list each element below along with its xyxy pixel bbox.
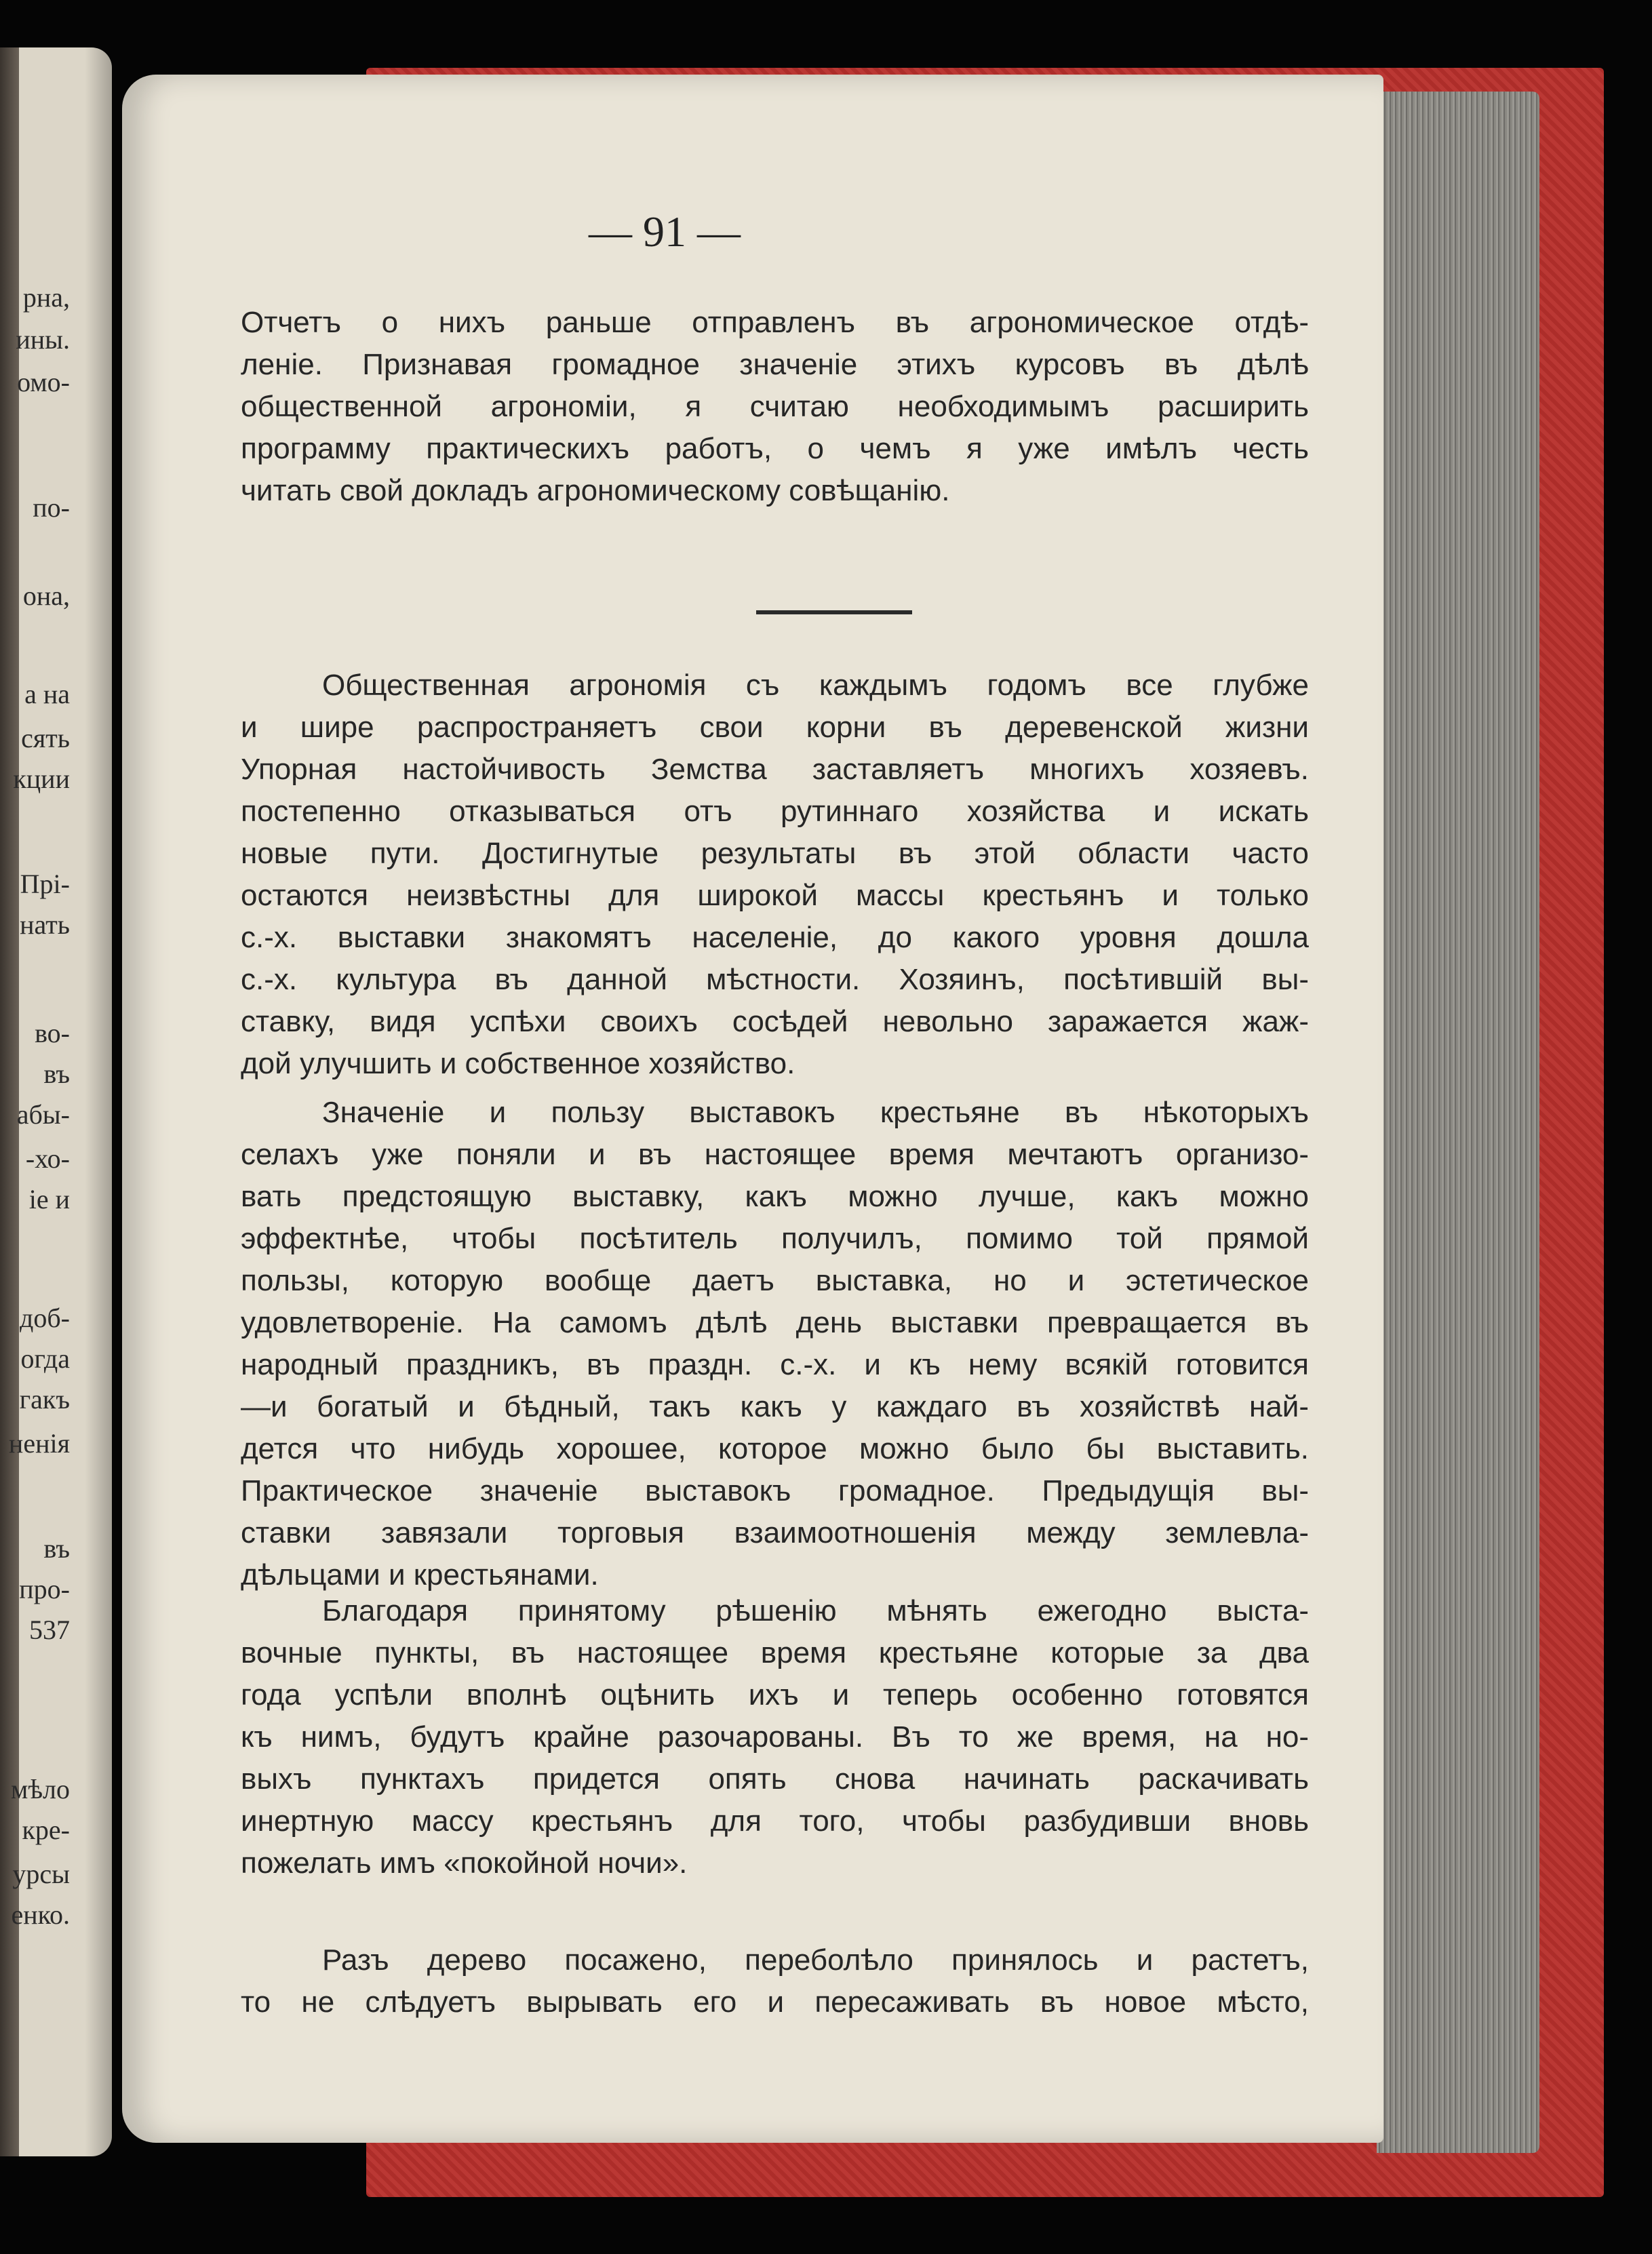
left-page-fragment: урсы — [12, 1859, 70, 1889]
left-page-fragment: абы- — [16, 1099, 70, 1130]
left-page-fragment: Прі- — [20, 869, 70, 899]
left-page-fragment: во- — [35, 1018, 70, 1048]
paragraph — [241, 302, 1309, 512]
left-page-fragment: а на — [24, 679, 70, 709]
paragraph-4 — [241, 1590, 1309, 1884]
text-line: вочные пункты, въ настоящее время крестьяне которые за два — [241, 1636, 1309, 1669]
text-line: остаются неизвѣстны для широкой массы крестьянъ и только — [241, 879, 1309, 912]
page-number: — 91 — — [589, 207, 741, 256]
text-line: программу практическихъ работъ, о чемъ я уже имѣлъ честь — [241, 432, 1309, 465]
text-line: леніе. Признавая громадное значеніе этихъ курсовъ въ дѣлѣ — [241, 348, 1309, 381]
text-line: Практическое значеніе выставокъ громадное. Предыдущія вы- — [241, 1474, 1309, 1507]
left-page-fragment: ненія — [8, 1428, 70, 1459]
paragraph — [241, 1590, 1309, 1884]
text-line: инертную массу крестьянъ для того, чтобы разбудивши вновь — [241, 1804, 1309, 1838]
paragraph-2 — [241, 665, 1309, 1085]
page-edges — [1377, 92, 1539, 2153]
text-line: Благодаря принятому рѣшенію мѣнять ежегодно выста- — [322, 1594, 1309, 1627]
text-line: ставки завязали торговыя взаимоотношенія между землевла- — [241, 1516, 1309, 1549]
text-line: —и богатый и бѣдный, такъ какъ у каждаго въ хозяйствѣ най- — [241, 1390, 1309, 1423]
text-line: дѣльцами и крестьянами. — [241, 1558, 599, 1591]
section-divider — [756, 610, 912, 614]
text-line: Упорная настойчивость Земства заставляетъ многихъ хозяевъ. — [241, 753, 1309, 786]
text-line: новые пути. Достигнутые результаты въ этой области часто — [241, 837, 1309, 870]
text-line: селахъ уже поняли и въ настоящее время мечтаютъ организо- — [241, 1138, 1309, 1171]
text-line: выхъ пунктахъ придется опять снова начинать раскачивать — [241, 1762, 1309, 1796]
text-line: дется что нибудь хорошее, которое можно было бы выставить. — [241, 1432, 1309, 1465]
text-line: года успѣли вполнѣ оцѣнить ихъ и теперь особенно готовятся — [241, 1678, 1309, 1712]
text-line: и шире распространяетъ свои корни въ деревенской жизни — [241, 711, 1309, 744]
left-page-fragment: огда — [20, 1343, 70, 1374]
left-page — [0, 47, 112, 2156]
text-line: читать свой докладъ агрономическому совѣщанію. — [241, 474, 950, 507]
text-line: общественной агрономіи, я считаю необходимымъ расширить — [241, 390, 1309, 423]
left-page-fragment: гакъ — [19, 1384, 70, 1415]
text-line: удовлетвореніе. На самомъ дѣлѣ день выставки превращается въ — [241, 1306, 1309, 1339]
left-page-fragment: про- — [19, 1574, 70, 1604]
left-page-fragment: 537 — [29, 1615, 70, 1645]
text-line: эффектнѣе, чтобы посѣтитель получилъ, помимо той прямой — [241, 1222, 1309, 1255]
text-line: Общественная агрономія съ каждымъ годомъ все глубже — [322, 669, 1309, 702]
book-page — [122, 75, 1383, 2143]
left-page-fragment: омо- — [17, 367, 70, 397]
left-page-fragment: нать — [20, 909, 70, 940]
text-line: ставку, видя успѣхи своихъ сосѣдей невольно заражается жаж- — [241, 1005, 1309, 1038]
left-page-fragment: іе и — [28, 1184, 70, 1214]
left-page-fragment: рна, — [22, 282, 70, 313]
left-page-fragment: по- — [33, 492, 70, 523]
left-page-fragment: въ — [43, 1533, 70, 1564]
text-line: къ нимъ, будутъ крайне разочарованы. Въ то же время, на но- — [241, 1720, 1309, 1754]
left-page-fragment: мѣло — [11, 1774, 70, 1804]
text-line: с.-х. выставки знакомятъ населеніе, до какого уровня дошла — [241, 921, 1309, 954]
paragraph — [241, 1939, 1309, 2023]
text-line: пожелать имъ «покойной ночи». — [241, 1846, 688, 1880]
page-gutter-shadow — [85, 47, 112, 2156]
left-page-fragment: ины. — [16, 324, 70, 355]
text-line: дой улучшить и собственное хозяйство. — [241, 1047, 795, 1080]
text-line: вать предстоящую выставку, какъ можно лучше, какъ можно — [241, 1180, 1309, 1213]
paragraph-3 — [241, 1092, 1309, 1596]
text-line: постепенно отказываться отъ рутиннаго хозяйства и искать — [241, 795, 1309, 828]
left-page-fragment: кре- — [22, 1815, 70, 1845]
text-line: то не слѣдуетъ вырывать его и пересаживать въ новое мѣсто, — [241, 1985, 1309, 2019]
left-page-fragment: енко. — [11, 1899, 70, 1930]
text-line: пользы, которую вообще даетъ выставка, но и эстетическое — [241, 1264, 1309, 1297]
paragraph-1 — [241, 302, 1309, 512]
paragraph-5 — [241, 1939, 1309, 2023]
left-page-fragment: кции — [13, 764, 70, 794]
paragraph — [241, 665, 1309, 1085]
left-page-fragment: въ — [43, 1059, 70, 1089]
paragraph — [241, 1092, 1309, 1596]
text-line: народный праздникъ, въ праздн. с.-х. и къ нему всякій готовится — [241, 1348, 1309, 1381]
left-page-fragment: доб- — [19, 1303, 70, 1333]
text-line: Разъ дерево посажено, переболѣло принялось и растетъ, — [322, 1943, 1309, 1977]
left-page-fragment: она, — [22, 580, 70, 611]
left-page-fragment: -хо- — [25, 1143, 70, 1174]
text-line: с.-х. культура въ данной мѣстности. Хозяинъ, посѣтившій вы- — [241, 963, 1309, 996]
left-page-fragment: сять — [21, 723, 70, 753]
text-line: Значеніе и пользу выставокъ крестьяне въ нѣкоторыхъ — [322, 1096, 1309, 1129]
text-line: Отчетъ о нихъ раньше отправленъ въ агрономическое отдѣ- — [241, 306, 1309, 339]
